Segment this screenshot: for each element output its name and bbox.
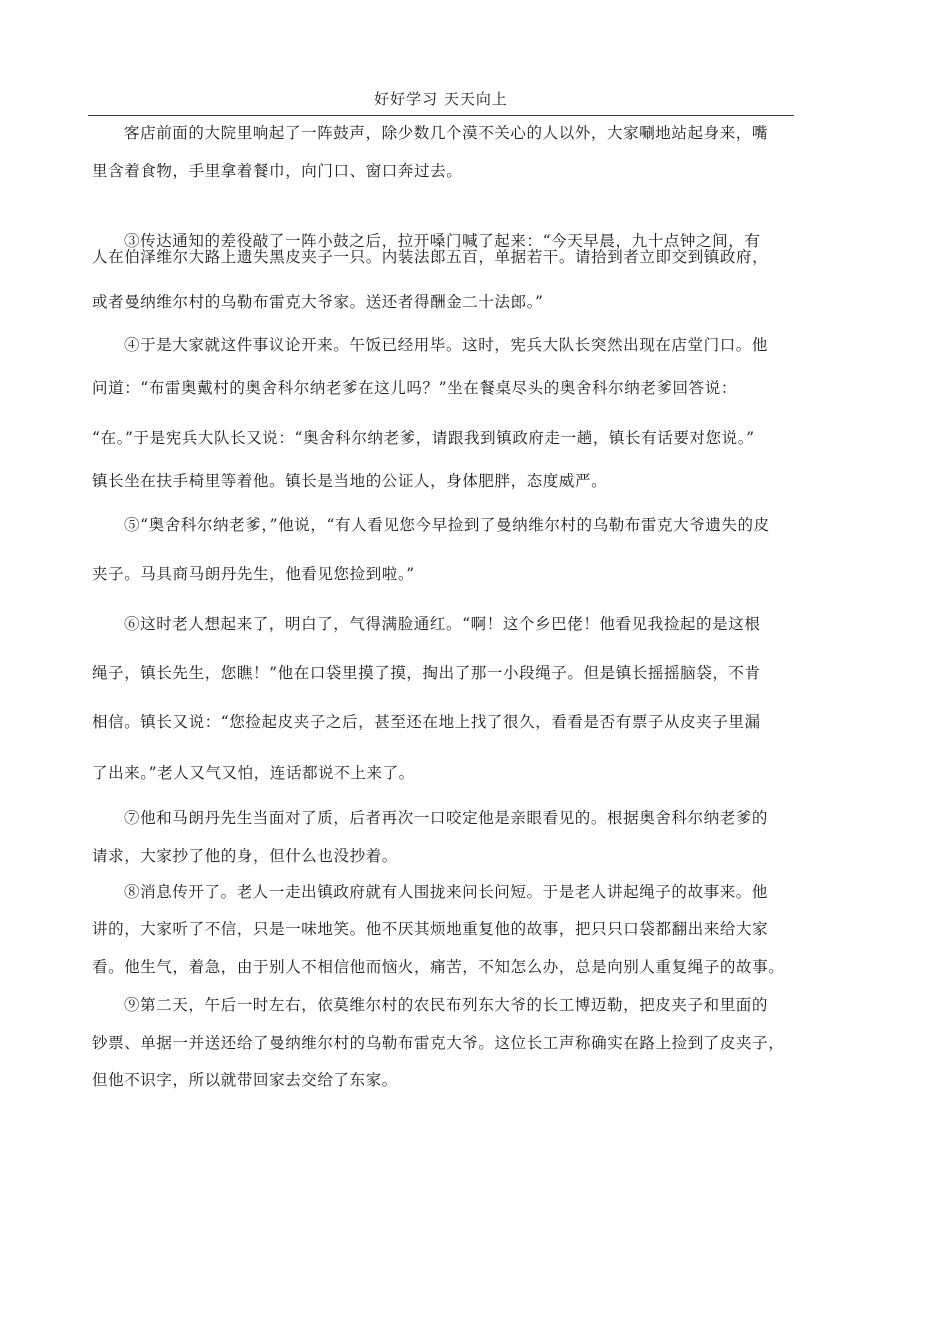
text-line: 夹子。马具商马朗丹先生，他看见您捡到啦。” — [92, 565, 415, 583]
text-line: 相信。镇长又说：“您捡起皮夹子之后，甚至还在地上找了很久，看看是否有票子从皮夹子里漏 — [92, 713, 761, 731]
page-header: 好好学习 天天向上 — [88, 88, 794, 116]
text-line: 绳子，镇长先生，您瞧！”他在口袋里摸了摸，掏出了那一小段绳子。但是镇长摇摇脑袋，不肯 — [92, 664, 761, 682]
text-line: 钞票、单据一并送还给了曼纳维尔村的乌勒布雷克大爷。这位长工声称确实在路上捡到了皮夹子， — [92, 1034, 785, 1052]
text-line: 里含着食物，手里拿着餐巾，向门口、窗口奔过去。 — [92, 162, 463, 180]
text-line: ⑧消息传开了。老人一走出镇政府就有人围拢来问长问短。于是老人讲起绳子的故事来。他 — [124, 883, 769, 901]
text-line: 或者曼纳维尔村的乌勒布雷克大爷家。送还者得酬金二十法郎。” — [92, 293, 544, 311]
text-line: 请求，大家抄了他的身，但什么也没抄着。 — [92, 847, 398, 865]
text-line: 人在伯泽维尔大路上遗失黑皮夹子一只。内装法郎五百，单据若干。请拾到者立即交到镇政府， — [92, 248, 769, 266]
text-line: ⑤“奥舍科尔纳老爹，”他说，“有人看见您今早捡到了曼纳维尔村的乌勒布雷克大爷遗失的皮 — [124, 516, 770, 534]
text-line: 了出来。”老人又气又怕，连话都说不上来了。 — [92, 764, 415, 782]
text-line: ⑨第二天，午后一时左右，依莫维尔村的农民布列东大爷的长工博迈勒，把皮夹子和里面的 — [124, 996, 769, 1014]
text-line: ④于是大家就这件事议论开来。午饭已经用毕。这时，宪兵大队长突然出现在店堂门口。他 — [124, 336, 769, 354]
text-line: 镇长坐在扶手椅里等着他。镇长是当地的公证人，身体肥胖，态度威严。 — [92, 472, 608, 490]
text-line: 客店前面的大院里响起了一阵鼓声，除少数几个漠不关心的人以外，大家唰地站起身来，嘴 — [124, 124, 769, 142]
text-line: 问道：“布雷奥戴村的奥舍科尔纳老爹在这儿吗？”坐在餐桌尽头的奥舍科尔纳老爹回答说： — [92, 379, 737, 397]
text-line: ⑥这时老人想起来了，明白了，气得满脸通红。“啊！这个乡巴佬！他看见我捡起的是这根 — [124, 615, 761, 633]
text-line: “在。”于是宪兵大队长又说：“奥舍科尔纳老爹，请跟我到镇政府走一趟，镇长有话要对您说。” — [92, 429, 755, 447]
text-line: ⑦他和马朗丹先生当面对了质，后者再次一口咬定他是亲眼看见的。根据奥舍科尔纳老爹的 — [124, 809, 769, 827]
text-line: 讲的，大家听了不信，只是一味地笑。他不厌其烦地重复他的故事，把只只口袋都翻出来给大家 — [92, 920, 769, 938]
text-line: 看。他生气，着急，由于别人不相信他而恼火，痛苦，不知怎么办，总是向别人重复绳子的故事。 — [92, 958, 785, 976]
text-line: 但他不识字，所以就带回家去交给了东家。 — [92, 1071, 398, 1089]
text-line: ③传达通知的差役敲了一阵小鼓之后，拉开嗓门喊了起来：“今天早晨，九十点钟之间，有 — [124, 232, 761, 250]
